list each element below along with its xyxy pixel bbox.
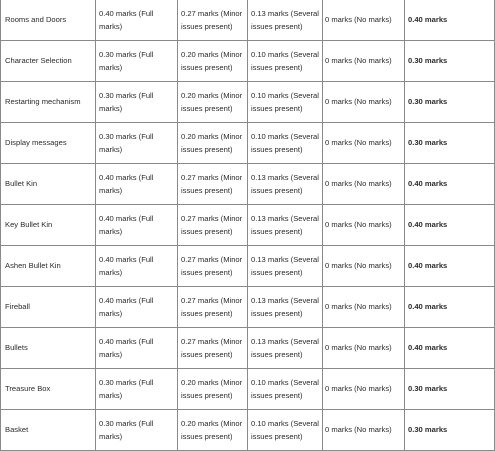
criterion-cell: Key Bullet Kin [1, 205, 96, 246]
minor-issues-cell[interactable]: 0.27 marks (Minor issues present) [178, 246, 248, 287]
several-issues-cell[interactable]: 0.10 marks (Several issues present) [248, 123, 323, 164]
rubric-row [1, 164, 495, 205]
no-marks-cell[interactable]: 0 marks (No marks) [323, 246, 405, 287]
minor-issues-cell[interactable]: 0.27 marks (Minor issues present) [178, 0, 248, 41]
minor-issues-cell[interactable]: 0.27 marks (Minor issues present) [178, 328, 248, 369]
minor-issues-cell[interactable]: 0.27 marks (Minor issues present) [178, 287, 248, 328]
full-marks-cell[interactable]: 0.30 marks (Full marks) [96, 123, 178, 164]
several-issues-cell[interactable]: 0.13 marks (Several issues present) [248, 287, 323, 328]
criterion-cell: Fireball [1, 287, 96, 328]
several-issues-cell[interactable]: 0.13 marks (Several issues present) [248, 205, 323, 246]
minor-issues-cell[interactable]: 0.20 marks (Minor issues present) [178, 369, 248, 410]
criterion-cell: Restarting mechanism [1, 82, 96, 123]
no-marks-cell[interactable]: 0 marks (No marks) [323, 0, 405, 41]
rubric-row [1, 82, 495, 123]
rubric-row [1, 410, 495, 451]
minor-issues-cell[interactable]: 0.27 marks (Minor issues present) [178, 205, 248, 246]
minor-issues-cell[interactable]: 0.20 marks (Minor issues present) [178, 82, 248, 123]
total-marks-cell: 0.30 marks [405, 369, 495, 410]
full-marks-cell[interactable]: 0.30 marks (Full marks) [96, 41, 178, 82]
several-issues-cell[interactable]: 0.10 marks (Several issues present) [248, 82, 323, 123]
rubric-row [1, 287, 495, 328]
rubric-row [1, 369, 495, 410]
total-marks-cell: 0.40 marks [405, 205, 495, 246]
total-marks-cell: 0.40 marks [405, 246, 495, 287]
full-marks-cell[interactable]: 0.40 marks (Full marks) [96, 246, 178, 287]
full-marks-cell[interactable]: 0.40 marks (Full marks) [96, 164, 178, 205]
full-marks-cell[interactable]: 0.30 marks (Full marks) [96, 410, 178, 451]
no-marks-cell[interactable]: 0 marks (No marks) [323, 287, 405, 328]
several-issues-cell[interactable]: 0.10 marks (Several issues present) [248, 41, 323, 82]
full-marks-cell[interactable]: 0.40 marks (Full marks) [96, 0, 178, 41]
full-marks-cell[interactable]: 0.40 marks (Full marks) [96, 328, 178, 369]
rubric-row [1, 123, 495, 164]
criterion-cell: Display messages [1, 123, 96, 164]
criterion-cell: Ashen Bullet Kin [1, 246, 96, 287]
several-issues-cell[interactable]: 0.10 marks (Several issues present) [248, 369, 323, 410]
no-marks-cell[interactable]: 0 marks (No marks) [323, 328, 405, 369]
minor-issues-cell[interactable]: 0.20 marks (Minor issues present) [178, 123, 248, 164]
several-issues-cell[interactable]: 0.10 marks (Several issues present) [248, 410, 323, 451]
criterion-cell: Bullet Kin [1, 164, 96, 205]
total-marks-cell: 0.30 marks [405, 82, 495, 123]
criterion-cell: Rooms and Doors [1, 0, 96, 41]
rubric-row [1, 246, 495, 287]
rubric-body [1, 0, 495, 451]
total-marks-cell: 0.40 marks [405, 328, 495, 369]
no-marks-cell[interactable]: 0 marks (No marks) [323, 369, 405, 410]
several-issues-cell[interactable]: 0.13 marks (Several issues present) [248, 246, 323, 287]
total-marks-cell: 0.40 marks [405, 287, 495, 328]
criterion-cell: Basket [1, 410, 96, 451]
full-marks-cell[interactable]: 0.40 marks (Full marks) [96, 205, 178, 246]
rubric-row [1, 205, 495, 246]
several-issues-cell[interactable]: 0.13 marks (Several issues present) [248, 328, 323, 369]
no-marks-cell[interactable]: 0 marks (No marks) [323, 123, 405, 164]
full-marks-cell[interactable]: 0.30 marks (Full marks) [96, 82, 178, 123]
rubric-row [1, 41, 495, 82]
full-marks-cell[interactable]: 0.40 marks (Full marks) [96, 287, 178, 328]
total-marks-cell: 0.30 marks [405, 41, 495, 82]
criterion-cell: Bullets [1, 328, 96, 369]
minor-issues-cell[interactable]: 0.20 marks (Minor issues present) [178, 410, 248, 451]
criterion-cell: Character Selection [1, 41, 96, 82]
total-marks-cell: 0.30 marks [405, 123, 495, 164]
full-marks-cell[interactable]: 0.30 marks (Full marks) [96, 369, 178, 410]
no-marks-cell[interactable]: 0 marks (No marks) [323, 41, 405, 82]
minor-issues-cell[interactable]: 0.27 marks (Minor issues present) [178, 164, 248, 205]
rubric-row [1, 328, 495, 369]
total-marks-cell: 0.40 marks [405, 164, 495, 205]
total-marks-cell: 0.30 marks [405, 410, 495, 451]
minor-issues-cell[interactable]: 0.20 marks (Minor issues present) [178, 41, 248, 82]
no-marks-cell[interactable]: 0 marks (No marks) [323, 164, 405, 205]
criterion-cell: Treasure Box [1, 369, 96, 410]
no-marks-cell[interactable]: 0 marks (No marks) [323, 410, 405, 451]
no-marks-cell[interactable]: 0 marks (No marks) [323, 205, 405, 246]
total-marks-cell: 0.40 marks [405, 0, 495, 41]
several-issues-cell[interactable]: 0.13 marks (Several issues present) [248, 164, 323, 205]
several-issues-cell[interactable]: 0.13 marks (Several issues present) [248, 0, 323, 41]
no-marks-cell[interactable]: 0 marks (No marks) [323, 82, 405, 123]
rubric-row [1, 0, 495, 41]
